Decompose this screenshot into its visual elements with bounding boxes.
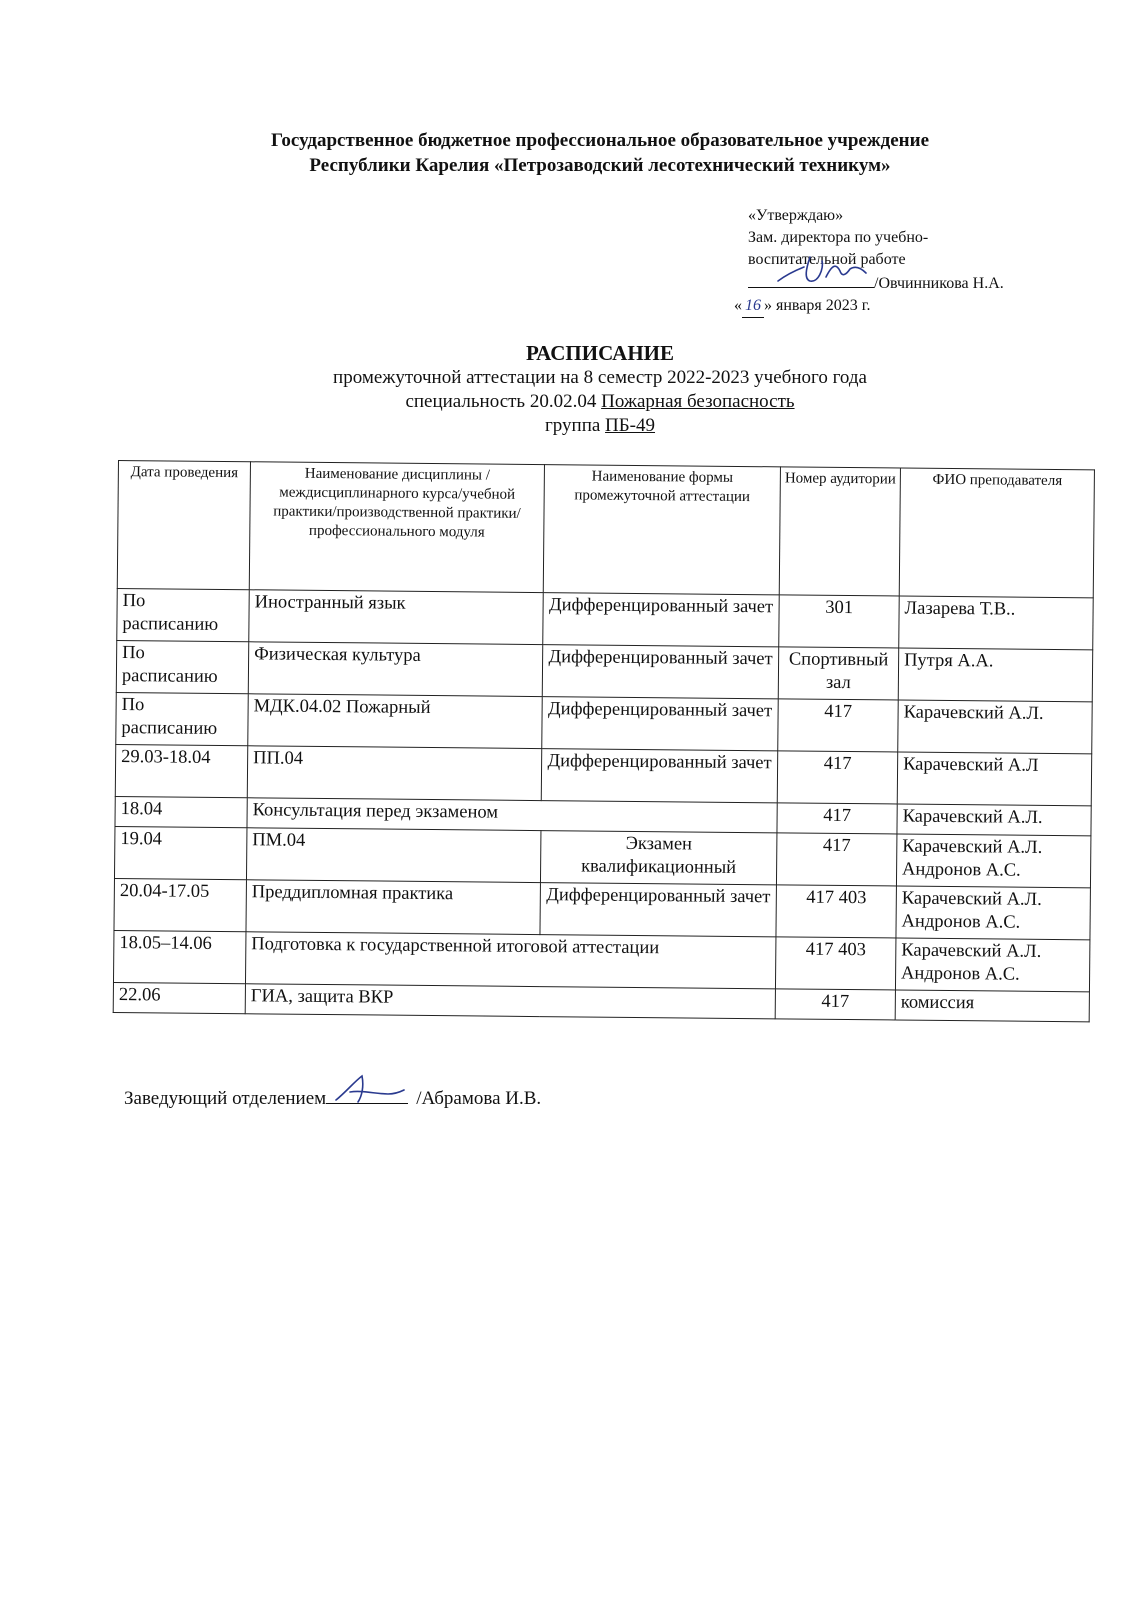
table-row <box>117 588 1093 649</box>
specialty-prefix: специальность 20.02.04 <box>405 391 602 412</box>
header-date: Дата проведения <box>117 461 250 590</box>
group-line <box>200 414 1000 438</box>
cell-teacher: Карачевский А.Л. <box>898 700 1092 754</box>
cell-date: 29.03-18.04 <box>115 744 247 797</box>
organization-name <box>120 128 1080 178</box>
document-subtitle: промежуточной аттестации на 8 семестр 2022-2023 учебного года <box>333 367 867 388</box>
approval-date: « 16 » января 2023 г. <box>734 295 1088 318</box>
cell-room: 417 <box>778 699 898 752</box>
cell-date: По расписанию <box>117 588 249 641</box>
cell-discipline: Преддипломная практика <box>246 880 540 935</box>
cell-date: По расписанию <box>116 692 248 745</box>
header-discipline: Наименование дисциплины /междисциплинарного курса/учебной практики/производственной практики/профессионального модуля <box>249 462 544 593</box>
footer-signature-line <box>124 1086 541 1111</box>
table-row <box>113 930 1089 991</box>
cell-room: 417 403 <box>775 937 895 990</box>
cell-discipline: ГИА, защита ВКР <box>245 984 775 1019</box>
footer-signer: /Абрамова И.В. <box>416 1088 542 1109</box>
footer-signature-blank <box>326 1086 408 1104</box>
cell-teacher: Карачевский А.Л. <box>897 804 1091 836</box>
table-row <box>114 878 1090 939</box>
cell-discipline: ПМ.04 <box>246 828 540 883</box>
cell-date: 19.04 <box>114 826 246 879</box>
cell-date: 22.06 <box>113 982 245 1013</box>
cell-discipline: Физическая культура <box>248 642 542 697</box>
cell-room: 417 <box>776 833 896 886</box>
cell-discipline: Консультация перед экзаменом <box>247 798 777 833</box>
cell-date: 18.04 <box>115 796 247 827</box>
cell-teacher: Лазарева Т.В.. <box>899 596 1093 650</box>
approval-signer: /Овчинникова Н.А. <box>874 275 1004 292</box>
table-row <box>114 826 1090 887</box>
organization-line-2: Республики Карелия «Петрозаводский лесотехнический техникум» <box>309 155 891 176</box>
cell-discipline: МДК.04.02 Пожарный <box>248 694 542 749</box>
cell-room: 417 <box>775 989 895 1020</box>
cell-form: Дифференцированный зачет <box>543 593 779 647</box>
document-title: РАСПИСАНИЕ <box>525 341 675 365</box>
cell-date: 20.04-17.05 <box>114 878 246 931</box>
schedule-table <box>113 460 1095 1022</box>
approval-signature-blank <box>748 271 874 288</box>
cell-room: Спортивный зал <box>778 647 898 700</box>
document-heading <box>200 340 1000 438</box>
approval-position-line-2: воспитательной работе <box>748 251 906 268</box>
cell-teacher: Карачевский А.Л. Андронов А.С. <box>895 938 1089 992</box>
cell-discipline: ПП.04 <box>247 746 541 801</box>
cell-room: 417 <box>777 751 897 804</box>
cell-room: 301 <box>779 595 899 648</box>
specialty-name: Пожарная безопасность <box>601 391 795 412</box>
group-prefix: группа <box>544 415 606 436</box>
cell-room: 417 <box>777 803 897 834</box>
cell-form: Экзамен квалификационный <box>540 831 776 885</box>
cell-teacher: Карачевский А.Л. Андронов А.С. <box>896 834 1090 888</box>
footer-handwritten-signature <box>332 1072 408 1106</box>
cell-form: Дифференцированный зачет <box>542 645 778 699</box>
specialty-line <box>200 390 1000 414</box>
approval-position-line-1: Зам. директора по учебно- <box>748 229 929 246</box>
header-room: Номер аудитории <box>779 467 900 596</box>
cell-discipline: Подготовка к государственной итоговой аттестации <box>245 932 775 989</box>
footer-label: Заведующий отделением <box>124 1088 327 1109</box>
cell-teacher: Карачевский А.Л. Андронов А.С. <box>896 886 1090 940</box>
approval-day: 16 <box>742 295 764 318</box>
cell-form: Дифференцированный зачет <box>540 883 776 937</box>
approval-date-rest: января 2023 г. <box>772 297 871 314</box>
cell-room: 417 403 <box>776 885 896 938</box>
header-teacher: ФИО преподавателя <box>899 468 1094 598</box>
table-row <box>116 640 1092 701</box>
group-name: ПБ-49 <box>605 415 656 436</box>
cell-date: 18.05–14.06 <box>113 930 245 983</box>
table-row <box>115 744 1091 805</box>
cell-discipline: Иностранный язык <box>249 590 543 645</box>
approval-label: «Утверждаю» <box>748 207 844 224</box>
approval-block <box>734 205 1088 318</box>
cell-date: По расписанию <box>116 640 248 693</box>
header-form: Наименование формы промежуточной аттестации <box>543 465 780 595</box>
cell-form: Дифференцированный зачет <box>542 697 778 751</box>
table-row <box>116 692 1092 753</box>
cell-teacher: Карачевский А.Л <box>897 752 1091 806</box>
cell-teacher: Путря А.А. <box>898 648 1092 702</box>
cell-form: Дифференцированный зачет <box>541 749 777 803</box>
organization-line-1: Государственное бюджетное профессиональное образовательное учреждение <box>270 130 930 151</box>
table-header-row <box>117 461 1094 598</box>
approval-signature-line <box>748 271 1088 295</box>
cell-teacher: комиссия <box>895 990 1089 1022</box>
